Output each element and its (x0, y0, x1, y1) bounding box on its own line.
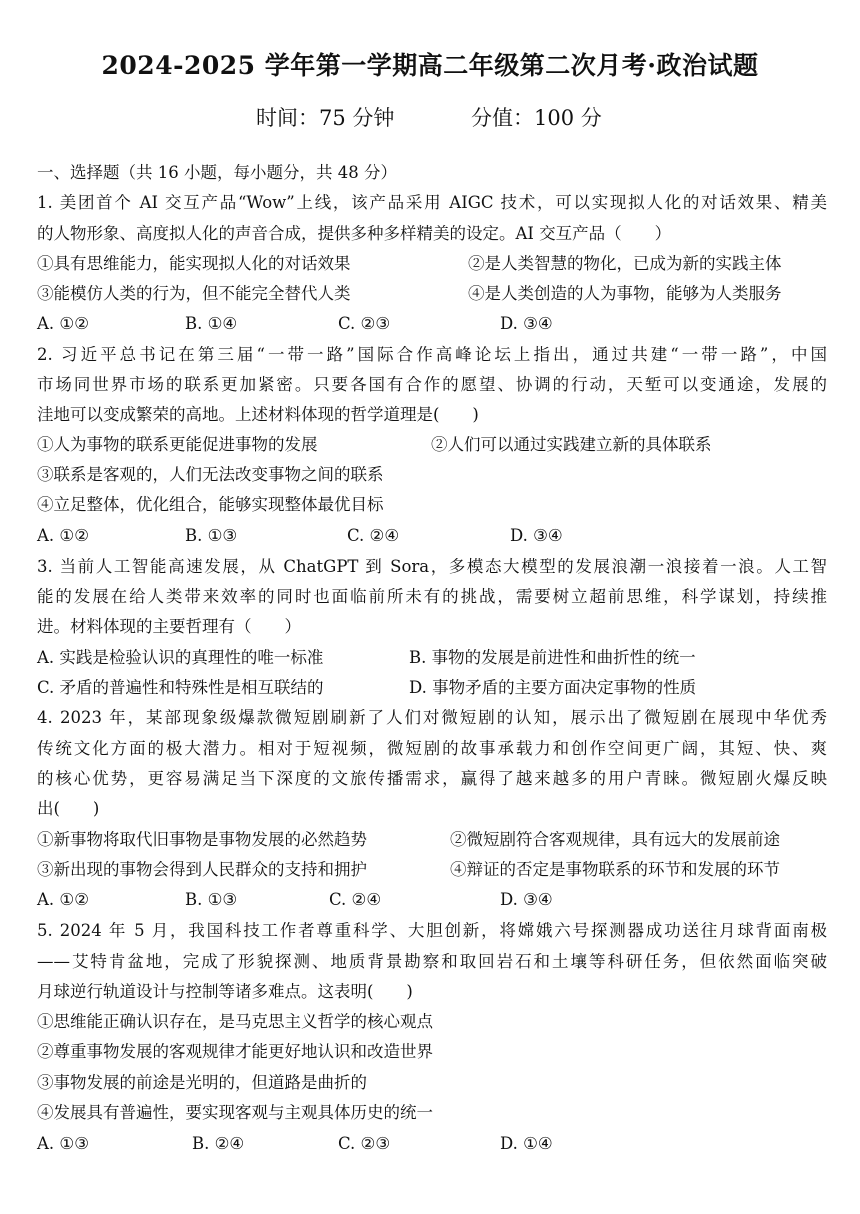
question-4-choice-c[interactable]: C. ②④ (329, 890, 382, 909)
question-2-statement: ②人们可以通过实践建立新的具体联系 (431, 435, 712, 454)
question-2-choice-a[interactable]: A. ①② (37, 526, 89, 545)
question-5-stem-line: 月球逆行轨道设计与控制等诸多难点。这表明( ) (37, 982, 413, 1001)
question-1-stem-line: 1. 美团首个 AI 交互产品“Wow”上线，该产品采用 AIGC 技术，可以实现拟人化的对话效果、精美 (37, 193, 827, 212)
question-3-stem-line: 3. 当前人工智能高速发展，从 ChatGPT 到 Sora，多模态大模型的发展浪潮一浪接着一浪。人工智 (37, 557, 827, 576)
question-4-statement: ②微短剧符合客观规律，具有远大的发展前途 (450, 830, 780, 849)
question-5-statement: ①思维能正确认识存在，是马克思主义哲学的核心观点 (37, 1012, 433, 1031)
question-5-statement: ④发展具有普遍性，要实现客观与主观具体历史的统一 (37, 1103, 433, 1122)
question-4-statement: ③新出现的事物会得到人民群众的支持和拥护 (37, 860, 367, 879)
question-1-statement: ④是人类创造的人为事物，能够为人类服务 (468, 284, 782, 303)
question-4-choice-b[interactable]: B. ①③ (185, 890, 238, 909)
question-3-stem-line: 能的发展在给人类带来效率的同时也面临前所未有的挑战，需要树立超前思维，科学谋划，持续推 (37, 587, 827, 606)
question-3-choice-d[interactable]: D. 事物矛盾的主要方面决定事物的性质 (409, 678, 697, 697)
question-1-stem-line: 的人物形象、高度拟人化的声音合成，提供多种多样精美的设定。AI 交互产品（ ） (37, 224, 672, 243)
question-1-statement: ②是人类智慧的物化，已成为新的实践主体 (468, 254, 782, 273)
question-5-choice-b[interactable]: B. ②④ (192, 1134, 245, 1153)
section-heading: 一、选择题（共 16 小题，每小题分，共 48 分） (37, 163, 397, 182)
question-1-choice-d[interactable]: D. ③④ (500, 314, 553, 333)
question-2-choice-c[interactable]: C. ②④ (347, 526, 400, 545)
question-3-choice-b[interactable]: B. 事物的发展是前进性和曲折性的统一 (409, 648, 696, 667)
question-4-stem-line: 传统文化方面的极大潜力。相对于短视频，微短剧的故事承载力和创作空间更广阔，其短、快、爽 (37, 739, 827, 758)
question-5-statement: ③事物发展的前途是光明的，但道路是曲折的 (37, 1073, 367, 1092)
exam-title: 2024-2025 学年第一学期高二年级第二次月考·政治试题 (101, 51, 759, 80)
question-1-choice-c[interactable]: C. ②③ (338, 314, 391, 333)
question-5-stem-line: 5. 2024 年 5 月，我国科技工作者尊重科学、大胆创新，将嫦娥六号探测器成功送往月球背面南极 (37, 921, 827, 940)
exam-time: 时间：75 分钟 (256, 106, 395, 130)
question-5-choice-c[interactable]: C. ②③ (338, 1134, 391, 1153)
question-2-choice-b[interactable]: B. ①③ (185, 526, 238, 545)
question-4-stem-line: 出( ) (37, 799, 100, 818)
question-2-statement: ④立足整体，优化组合，能够实现整体最优目标 (37, 495, 384, 514)
question-2-stem-line: 市场同世界市场的联系更加紧密。只要各国有合作的愿望、协调的行动，天堑可以变通途，发展的 (37, 375, 827, 394)
question-4-statement: ④辩证的否定是事物联系的环节和发展的环节 (450, 860, 780, 879)
question-1-statement: ③能模仿人类的行为，但不能完全替代人类 (37, 284, 351, 303)
question-2-statement: ③联系是客观的，人们无法改变事物之间的联系 (37, 465, 384, 484)
question-2-stem-line: 2. 习近平总书记在第三届“一带一路”国际合作高峰论坛上指出，通过共建“一带一路”，中国 (37, 345, 827, 364)
question-5-statement: ②尊重事物发展的客观规律才能更好地认识和改造世界 (37, 1042, 433, 1061)
question-5-choice-a[interactable]: A. ①③ (37, 1134, 89, 1153)
exam-score: 分值：100 分 (471, 106, 602, 130)
question-3-choice-a[interactable]: A. 实践是检验认识的真理性的唯一标准 (37, 648, 324, 667)
question-1-choice-b[interactable]: B. ①④ (185, 314, 238, 333)
question-3-choice-c[interactable]: C. 矛盾的普遍性和特殊性是相互联结的 (37, 678, 324, 697)
question-2-statement: ①人为事物的联系更能促进事物的发展 (37, 435, 318, 454)
question-4-choice-a[interactable]: A. ①② (37, 890, 89, 909)
question-2-stem-line: 洼地可以变成繁荣的高地。上述材料体现的哲学道理是( ) (37, 405, 479, 424)
question-1-choice-a[interactable]: A. ①② (37, 314, 89, 333)
question-3-stem-line: 进。材料体现的主要哲理有（ ） (37, 617, 301, 636)
question-5-stem-line: ——艾特肯盆地，完成了形貌探测、地质背景勘察和取回岩石和土壤等科研任务，但依然面临突破 (37, 952, 827, 971)
question-4-stem-line: 的核心优势，更容易满足当下深度的文旅传播需求，赢得了越来越多的用户青睐。微短剧火爆反映 (37, 769, 827, 788)
question-4-choice-d[interactable]: D. ③④ (500, 890, 553, 909)
question-4-statement: ①新事物将取代旧事物是事物发展的必然趋势 (37, 830, 367, 849)
question-5-choice-d[interactable]: D. ①④ (500, 1134, 553, 1153)
question-2-choice-d[interactable]: D. ③④ (510, 526, 563, 545)
question-4-stem-line: 4. 2023 年，某部现象级爆款微短剧刷新了人们对微短剧的认知，展示出了微短剧在展现中华优秀 (37, 708, 827, 727)
question-1-statement: ①具有思维能力，能实现拟人化的对话效果 (37, 254, 351, 273)
